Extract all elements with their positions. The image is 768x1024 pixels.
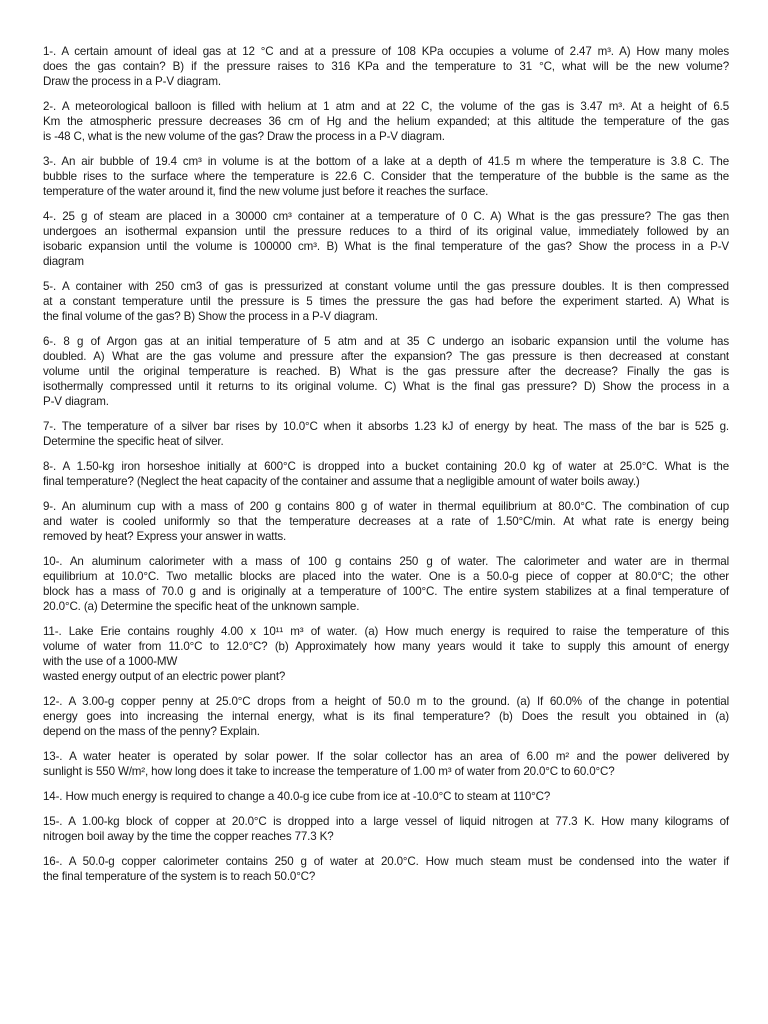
problem-line: doubled. A) What are the gas volume and pressure after the expansion? The gas pressure is then decreased at constant [43,350,729,363]
problem-15 [43,814,729,844]
problem-3 [43,154,729,199]
problem-line: block has a mass of 70.0 g and is originally at a temperature of 100°C. The entire system stabilizes at a final temperature of [43,585,729,598]
problem-line: Draw the process in a P-V diagram. [43,75,221,88]
problem-9 [43,499,729,544]
problem-sheet [43,44,729,894]
problem-line: 15-. A 1.00-kg block of copper at 20.0°C is dropped into a large vessel of liquid nitrogen at 77.3 K. How many kilograms of [43,815,729,828]
problem-line: Km the atmospheric pressure decreases 36 cm of Hg and the helium expanded; at this altitude the temperature of the gas [43,115,729,128]
problem-line: the final temperature of the system is to reach 50.0°C? [43,870,316,883]
problem-11 [43,624,729,684]
problem-line: 1-. A certain amount of ideal gas at 12 °C and at a pressure of 108 KPa occupies a volume of 2.47 m³. A) How many moles [43,45,729,58]
problem-line: temperature of the water around it, find the new volume just before it reaches the surface. [43,185,489,198]
problem-line: 6-. 8 g of Argon gas at an initial temperature of 5 atm and at 35 C undergo an isobaric expansion until the volume has [43,335,729,348]
problem-line: and water is cooled uniformly so that the temperature decreases at a rate of 1.50°C/min. At what rate is energy being [43,515,729,528]
problem-12 [43,694,729,739]
problem-line: Determine the specific heat of silver. [43,435,224,448]
problem-line: 12-. A 3.00-g copper penny at 25.0°C drops from a height of 50.0 m to the ground. (a) If 60.0% of the change in potential [43,695,729,708]
problem-line: bubble rises to the surface where the temperature is 22.6 C. Consider that the temperature of the bubble is the same as the [43,170,729,183]
problem-line: volume of water from 11.0°C to 12.0°C? (b) Approximately how many years would it take to supply this amount of energy [43,640,729,653]
problem-line: P-V diagram. [43,395,109,408]
problem-line: 8-. A 1.50-kg iron horseshoe initially at 600°C is dropped into a bucket containing 20.0 kg of water at 25.0°C. What is the [43,460,729,473]
problem-6 [43,334,729,409]
problem-line: 3-. An air bubble of 19.4 cm³ in volume is at the bottom of a lake at a depth of 41.5 m where the temperature is 3.8 C. The [43,155,729,168]
problem-8 [43,459,729,489]
problem-line: 13-. A water heater is operated by solar power. If the solar collector has an area of 6.00 m² and the power delivered by [43,750,729,763]
problem-line: 7-. The temperature of a silver bar rises by 10.0°C when it absorbs 1.23 kJ of energy by heat. The mass of the bar is 525 g. [43,420,729,433]
problem-line: 14-. How much energy is required to change a 40.0-g ice cube from ice at -10.0°C to steam at 110°C? [43,790,551,803]
problem-14 [43,789,729,804]
problem-line: 20.0°C. (a) Determine the specific heat of the unknown sample. [43,600,360,613]
problem-line: undergoes an isothermal expansion until the pressure reduces to a third of its original value, immediately followed by an [43,225,729,238]
problem-line: 4-. 25 g of steam are placed in a 30000 cm³ container at a temperature of 0 C. A) What is the gas pressure? The gas then [43,210,729,223]
problem-line: at a constant temperature until the pressure is 5 times the pressure the gas had before the experiment started. A) What is [43,295,729,308]
problem-line: wasted energy output of an electric power plant? [43,670,286,683]
problem-line: equilibrium at 10.0°C. Two metallic blocks are placed into the water. One is a 50.0-g piece of copper at 80.0°C; the other [43,570,729,583]
problem-line: 2-. A meteorological balloon is filled with helium at 1 atm and at 22 C, the volume of the gas is 3.47 m³. At a height of 6.5 [43,100,729,113]
problem-line: depend on the mass of the penny? Explain. [43,725,260,738]
problem-2 [43,99,729,144]
problem-line: nitrogen boil away by the time the copper reaches 77.3 K? [43,830,334,843]
problem-line: diagram [43,255,84,268]
problem-line: 10-. An aluminum calorimeter with a mass of 100 g contains 250 g of water. The calorimeter and water are in thermal [43,555,729,568]
problem-4 [43,209,729,269]
problem-line: 16-. A 50.0-g copper calorimeter contains 250 g of water at 20.0°C. How much steam must be condensed into the water if [43,855,729,868]
problem-line: isothermally compressed until it returns to its original volume. C) What is the final gas pressure? D) Show the process in a [43,380,729,393]
problem-line: the final volume of the gas? B) Show the process in a P-V diagram. [43,310,378,323]
problem-7 [43,419,729,449]
problem-line: is -48 C, what is the new volume of the gas? Draw the process in a P-V diagram. [43,130,445,143]
problem-line: volume until the original temperature is reached. B) What is the gas pressure after the decrease? Finally the gas is [43,365,729,378]
problem-line: does the gas contain? B) if the pressure raises to 316 KPa and the temperature to 31 °C, what will be the new volume? [43,60,729,73]
problem-13 [43,749,729,779]
problem-1 [43,44,729,89]
problem-line: energy goes into increasing the internal energy, what is its final temperature? (b) Does the result you obtained in (a) [43,710,729,723]
problem-16 [43,854,729,884]
problem-line: with the use of a 1000-MW [43,655,178,668]
problem-5 [43,279,729,324]
problem-line: 11-. Lake Erie contains roughly 4.00 x 10¹¹ m³ of water. (a) How much energy is required to raise the temperature of this [43,625,729,638]
problem-line: 5-. A container with 250 cm3 of gas is pressurized at constant volume until the gas pressure doubles. It is then compressed [43,280,729,293]
problem-line: removed by heat? Express your answer in watts. [43,530,287,543]
problem-line: 9-. An aluminum cup with a mass of 200 g contains 800 g of water in thermal equilibrium at 80.0°C. The combination of cup [43,500,729,513]
problem-line: isobaric expansion until the volume is 100000 cm³. B) What is the final temperature of the gas? Show the process in a P-V [43,240,729,253]
problem-line: final temperature? (Neglect the heat capacity of the container and assume that a negligible amount of water boils away.) [43,475,640,488]
problem-10 [43,554,729,614]
problem-line: sunlight is 550 W/m², how long does it take to increase the temperature of 1.00 m³ of water from 20.0°C to 60.0°C? [43,765,615,778]
